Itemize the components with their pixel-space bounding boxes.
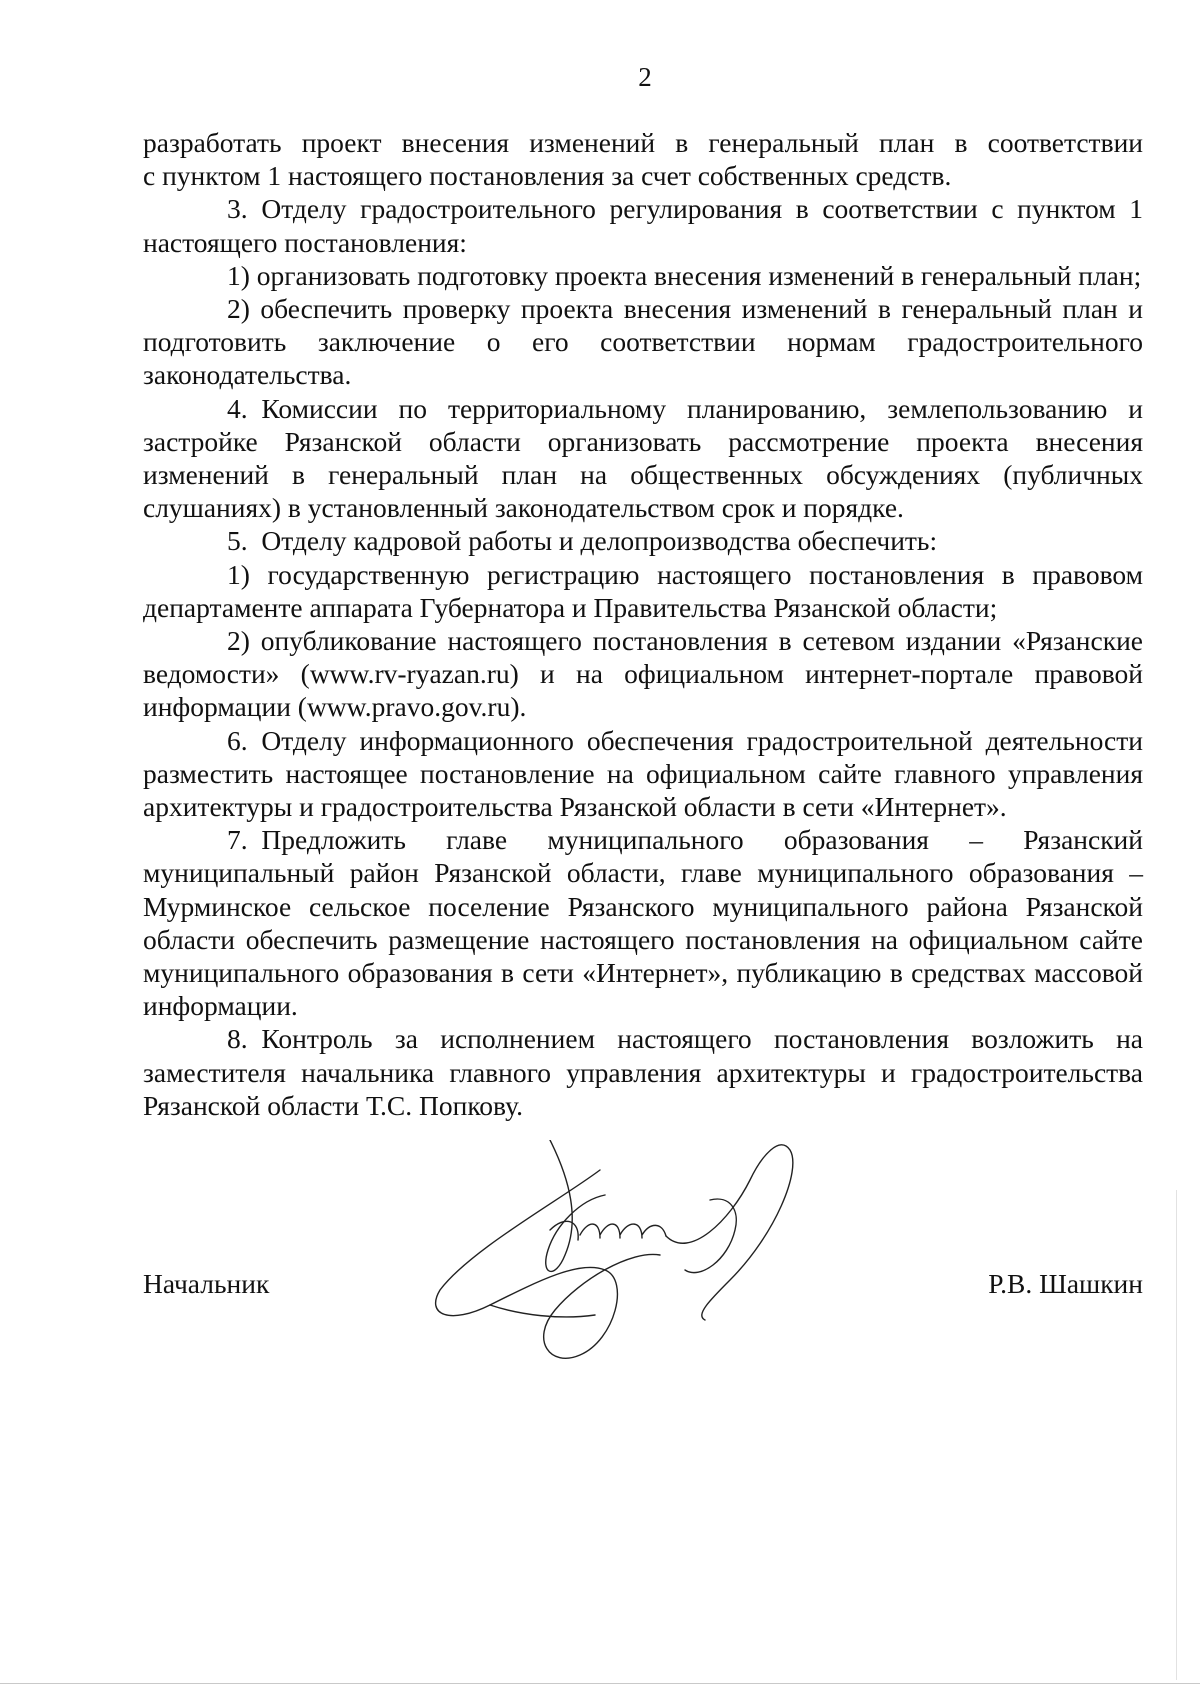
paragraph-item-4: 4. Комиссии по территориальному планированию, землепользованию и застройке Рязанской области организовать рассмотрение проекта внесения изменений в генеральный план на общественных обсуждениях (публичных слушаниях) в установленный законодательством срок и порядке.	[143, 392, 1143, 524]
paragraph-item-8: 8. Контроль за исполнением настоящего постановления возложить на заместителя начальника главного управления архитектуры и градостроительства Рязанской области Т.С. Попкову.	[143, 1023, 1143, 1121]
paragraph-item-3-1: 1) организовать подготовку проекта внесения изменений в генеральный план;	[227, 259, 1142, 291]
paragraph-continuation-line-2: с пунктом 1 настоящего постановления за счет собственных средств.	[143, 160, 952, 192]
paragraph-item-3: 3. Отделу градостроительного регулирования в соответствии с пунктом 1 настоящего постановления:	[143, 193, 1143, 258]
paragraph-item-5: 5. Отделу кадровой работы и делопроизводства обеспечить:	[227, 525, 938, 557]
document-body	[143, 126, 1143, 1122]
signatory-position: Начальник	[143, 1268, 270, 1299]
paragraph-item-5-1: 1) государственную регистрацию настоящего постановления в правовом департаменте аппарата Губернатора и Правительства Рязанской области;	[143, 558, 1143, 623]
page-number: 2	[638, 62, 652, 92]
paragraph-continuation-line-1: разработать проект внесения изменений в генеральный план в соответствии	[143, 127, 1143, 158]
paragraph-item-3-2: 2) обеспечить проверку проекта внесения изменений в генеральный план и подготовить заключение о его соответствии нормам градостроительного законодательства.	[143, 293, 1143, 391]
scan-edge-right	[1176, 1190, 1177, 1680]
paragraph-item-6: 6. Отделу информационного обеспечения градостроительной деятельности разместить настоящее постановление на официальном сайте главного управления архитектуры и градостроительства Рязанской области в сети «Интернет».	[143, 724, 1143, 823]
paragraph-item-7: 7. Предложить главе муниципального образования – Рязанский муниципальный район Рязанской области, главе муниципального образования – Мурминское сельское поселение Рязанского муниципального района Рязанской области обеспечить размещение настоящего постановления на официальном сайте муниципального образования в сети «Интернет», публикацию в средствах массовой информации.	[143, 824, 1143, 1022]
paragraph-item-5-2: 2) опубликование настоящего постановления в сетевом издании «Рязанские ведомости» (www.rv-ryazan.ru) и на официальном интернет-портале правовой информации (www.pravo.gov.ru).	[143, 625, 1143, 723]
scan-edge-bottom	[0, 1683, 1200, 1684]
signatory-name: Р.В. Шашкин	[988, 1268, 1143, 1299]
handwritten-signature	[430, 1140, 840, 1380]
